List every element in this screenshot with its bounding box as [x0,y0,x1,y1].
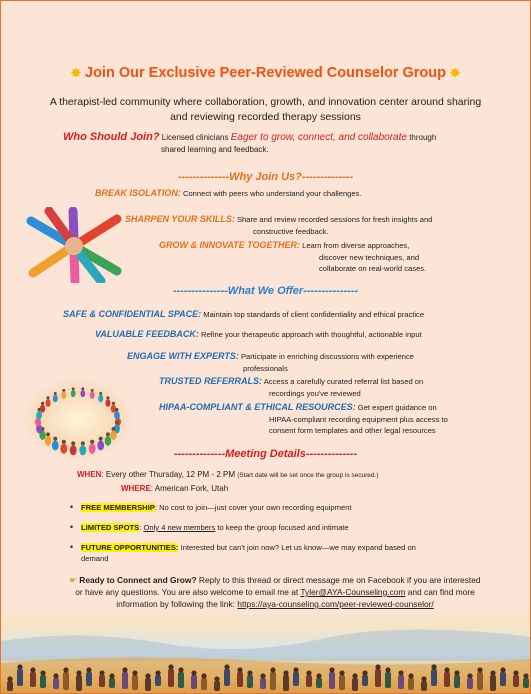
crowd-person-head [122,667,127,672]
person-figure [45,399,50,407]
person-head [106,396,109,399]
crowd-person-head [214,676,219,681]
crowd-person [260,678,266,689]
crowd-person-head [53,673,58,678]
crowd-person-head [523,673,528,678]
crowd-person [500,672,506,686]
crowd-person-head [7,676,12,681]
why-item-2: SHARPEN YOUR SKILLS: Share and review recorded sessions for fresh insights and constructive feedback. [125,214,433,236]
crowd-person [467,678,473,689]
person-figure [80,390,85,397]
crowd-person [76,675,82,691]
person-figure [105,399,110,407]
crowd-person-head [237,667,242,672]
crowd-person [247,675,253,688]
crowd-person-head [362,670,367,675]
person-head [54,392,57,395]
person-head [99,437,103,441]
why-item-1: BREAK ISOLATION: Connect with peers who understand your challenges. [95,188,362,198]
crowd-person [40,675,46,688]
crowd-person-head [316,673,321,678]
crowd-person-head [145,673,150,678]
person-figure [111,405,116,413]
crowd-person-head [63,667,68,672]
crowd-person [329,672,335,689]
hands-together-image [25,207,123,283]
crowd-person-head [375,664,380,669]
crowd-person-head [17,664,22,669]
crowd-person-head [490,670,495,675]
crowd-person-head [247,670,252,675]
offer-item-3: ENGAGE WITH EXPERTS: Participate in enriching discussions with experience professionals [127,351,415,373]
crowd-person [178,672,184,688]
person-figure [114,411,120,419]
person-figure [36,411,42,419]
person-head [81,387,84,390]
crowd-person [408,678,414,690]
crowd-person-head [467,673,472,678]
crowd-person [306,675,312,687]
crowd-person-head [201,673,206,678]
crowd-person [316,678,322,688]
person-head [46,432,50,436]
crowd-person [385,672,391,688]
person-head [71,441,75,445]
bullet-limited-spots: • LIMITED SPOTS: Only 4 new members to keep the group focused and intimate [70,522,349,532]
crowd-person-head [178,667,183,672]
bullet-free-membership: • FREE MEMBERSHIP: No cost to join—just cover your own recording equipment [70,502,352,512]
person-figure [53,395,58,402]
call-to-action: ☛ Ready to Connect and Grow? Reply to this thread or direct message me on Facebook if you are interested or have any questions. You are also welcome to email me at Tyler@AYA-Counseling.com and can find more information by following the link: https://aya-counseling.com/peer-reviewed-counselor/ [69,575,481,609]
crowd-person [237,672,243,687]
crowd-person [109,678,115,688]
crowd-person [86,672,92,686]
crowd-person [352,678,358,691]
crowd-person-head [283,670,288,675]
bullet-future-opportunities: • FUTURE OPPORTUNITIES: Interested but can't join now? Let us know—we may expand based on demand [70,542,416,563]
crowd-person-head [454,670,459,675]
crowd-person-head [260,673,265,678]
crowd-person [431,669,437,686]
crowd-person-head [352,673,357,678]
person-head [81,441,85,445]
person-figure [105,436,112,446]
crowd-person [293,672,299,686]
people-crowd-image [1,601,531,694]
person-head [41,402,44,405]
crowd-person [201,678,207,690]
why-join-heading: --------------Why Join Us?-------------- [177,171,354,183]
crowd-person-head [500,667,505,672]
offer-item-5: HIPAA-COMPLIANT & ETHICAL RESOURCES: Get expert guidance on HIPAA-compliant recording equipment plus access to consent form templates and other legal resources [159,402,448,435]
person-head [112,427,116,431]
crowd-person [375,669,381,687]
crowd-person [283,675,289,691]
what-we-offer-heading: ---------------What We Offer--------------- [172,285,359,297]
person-figure [98,395,103,402]
crowd-person-head [339,670,344,675]
crowd-person-head [408,673,413,678]
crowd-person-head [168,664,173,669]
person-head [106,432,110,436]
when-where: WHEN: Every other Thursday, 12 PM - 2 PM (Start date will be set once the group is secured.) WHERE: American Fork, Utah [77,470,379,493]
crowd-person-head [224,664,229,669]
crowd-person [145,678,151,691]
crowd-person [214,681,220,691]
person-head [72,387,75,390]
crowd-person-head [329,667,334,672]
crowd-person [477,672,483,690]
crowd-person [191,675,197,689]
person-head [62,389,65,392]
person-head [115,421,119,425]
crowd-person-head [293,667,298,672]
crowd-person-head [385,667,390,672]
person-head [112,402,115,405]
offer-item-1: SAFE & CONFIDENTIAL SPACE: Maintain top standards of client confidentiality and ethical practice [63,309,425,319]
crowd-person [523,678,529,688]
crowd-person [155,675,161,686]
subtitle: A therapist-led community where collaboration, growth, and innovation center around sharing and reviewing recorded therapy sessions [49,96,482,123]
crowd-person [132,675,138,690]
crowd-person [122,672,128,689]
crowd-person-head [30,667,35,672]
page-title: ✸ Join Our Exclusive Peer-Reviewed Counselor Group ✸ [70,65,461,81]
crowd-person-head [306,670,311,675]
person-figure [45,436,52,446]
offer-item-4: TRUSTED REFERRALS: Access a carefully curated referral list based on recordings you've reviewed [159,376,424,398]
crowd-person-head [477,667,482,672]
meeting-details-heading: --------------Meeting Details-------------- [173,448,358,460]
crowd-person [398,675,404,689]
crowd-person [63,672,69,690]
crowd-person [99,675,105,687]
person-figure [110,430,116,440]
crowd-person [53,678,59,689]
website-link[interactable]: https://aya-counseling.com/peer-reviewed-counselor/ [237,599,434,609]
crowd-person [454,675,460,688]
crowd-person [421,681,427,691]
crowd-person-head [40,670,45,675]
person-head [62,440,66,444]
crowd-person [270,672,276,690]
person-figure [40,405,45,413]
crowd-person-head [191,670,196,675]
crowd-person [490,675,496,691]
person-head [99,392,102,395]
offer-item-2: VALUABLE FEEDBACK: Refine your therapeutic approach with thoughtful, actionable input [95,329,422,339]
crowd-person-head [431,664,436,669]
crowd-person [444,672,450,687]
crowd-person [7,681,13,691]
person-head [115,408,118,411]
crowd-person-head [132,670,137,675]
crowd-person [168,669,174,687]
crowd-person [17,669,23,686]
crowd-person [30,672,36,687]
person-figure [90,392,95,399]
person-head [47,396,50,399]
pointing-hand-icon: ☛ [69,575,77,585]
crowd-person-head [155,670,160,675]
star-icon-left: ✸ [70,66,81,80]
crowd-person-head [99,670,104,675]
crowd-person-head [444,667,449,672]
who-heading: Who Should Join? [63,131,160,143]
email-link[interactable]: Tyler@AYA-Counseling.com [300,587,406,597]
crowd-person-head [270,667,275,672]
crowd-person [362,675,368,686]
person-figure [61,392,66,399]
who-should-join: Who Should Join? Licensed clinicians Eager to grow, connect, and collaborate through shared learning and feedback. [63,131,437,154]
crowd-person-head [398,670,403,675]
crowd-person-head [421,676,426,681]
why-item-3: GROW & INNOVATE TOGETHER: Learn from diverse approaches, discover new techniques, and collaborate on real-world cases. [159,240,427,273]
crowd-person [339,675,345,690]
crowd-person-head [109,673,114,678]
crowd-person-head [76,670,81,675]
crowd-person [513,675,519,687]
crowd-person-head [86,667,91,672]
person-head [91,389,94,392]
person-head [90,440,94,444]
person-figure [71,390,76,397]
crowd-person-head [513,670,518,675]
star-icon-right: ✸ [450,66,461,80]
crowd-person [224,669,230,686]
person-head [53,437,57,441]
